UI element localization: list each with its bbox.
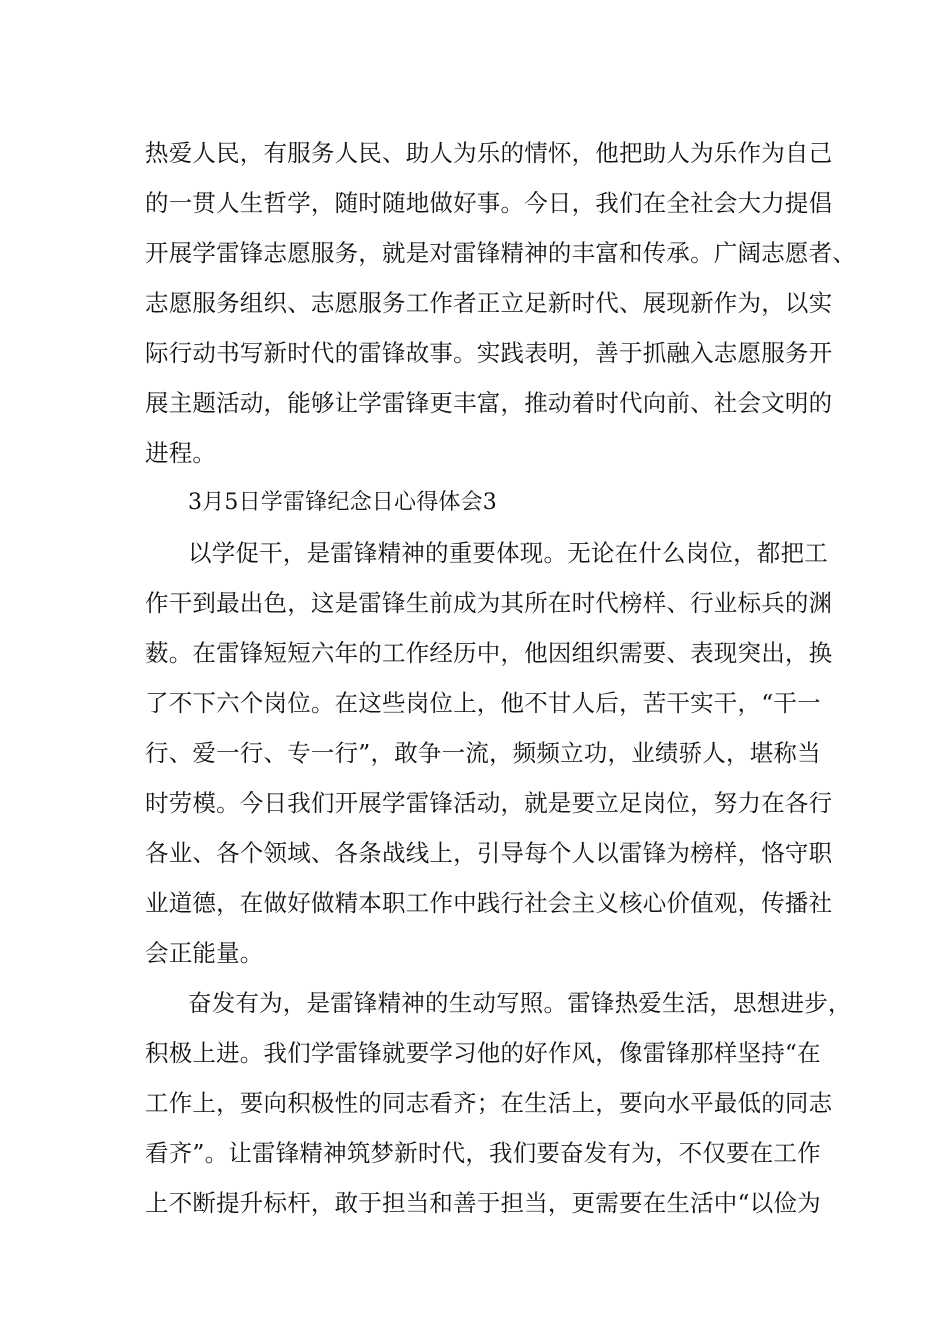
paragraph-line: 上不断提升标杆，敢于担当和善于担当，更需要在生活中“以俭为	[145, 1189, 821, 1217]
paragraph-line: 作干到最出色，这是雷锋生前成为其所在时代榜样、行业标兵的渊	[145, 589, 833, 617]
paragraph-line: 各业、各个领域、各条战线上，引导每个人以雷锋为榜样，恪守职	[145, 839, 833, 867]
section-heading: 3月5日学雷锋纪念日心得体会3	[188, 490, 497, 515]
paragraph-line: 展主题活动，能够让学雷锋更丰富，推动着时代向前、社会文明的	[145, 389, 833, 417]
paragraph-line: 开展学雷锋志愿服务，就是对雷锋精神的丰富和传承。广阔志愿者、	[145, 239, 856, 267]
paragraph-line: 时劳模。今日我们开展学雷锋活动，就是要立足岗位，努力在各行	[145, 789, 833, 817]
paragraph-line: 进程。	[145, 439, 217, 467]
paragraph-line: 行、爱一行、专一行”，敢争一流，频频立功，业绩骄人，堪称当	[145, 739, 821, 767]
paragraph-line: 了不下六个岗位。在这些岗位上，他不甘人后，苦干实干，“干一	[145, 689, 821, 717]
paragraph-line: 工作上，要向积极性的同志看齐；在生活上，要向水平最低的同志	[145, 1089, 833, 1117]
paragraph-line: 际行动书写新时代的雷锋故事。实践表明，善于抓融入志愿服务开	[145, 339, 833, 367]
paragraph-line: 看齐”。让雷锋精神筑梦新时代，我们要奋发有为，不仅要在工作	[145, 1139, 821, 1167]
paragraph-line: 会正能量。	[145, 939, 264, 967]
paragraph-line: 积极上进。我们学雷锋就要学习他的好作风，像雷锋那样坚持“在	[145, 1039, 821, 1067]
paragraph-line: 薮。在雷锋短短六年的工作经历中，他因组织需要、表现突出，换	[145, 639, 833, 667]
paragraph-line: 的一贯人生哲学，随时随地做好事。今日，我们在全社会大力提倡	[145, 189, 833, 217]
paragraph-line: 热爱人民，有服务人民、助人为乐的情怀，他把助人为乐作为自己	[145, 139, 833, 167]
paragraph-line: 志愿服务组织、志愿服务工作者正立足新时代、展现新作为，以实	[145, 289, 833, 317]
paragraph-line: 业道德，在做好做精本职工作中践行社会主义核心价值观，传播社	[145, 889, 833, 917]
paragraph-line: 奋发有为，是雷锋精神的生动写照。雷锋热爱生活，思想进步，	[188, 989, 852, 1017]
paragraph-line: 以学促干，是雷锋精神的重要体现。无论在什么岗位，都把工	[188, 539, 828, 567]
